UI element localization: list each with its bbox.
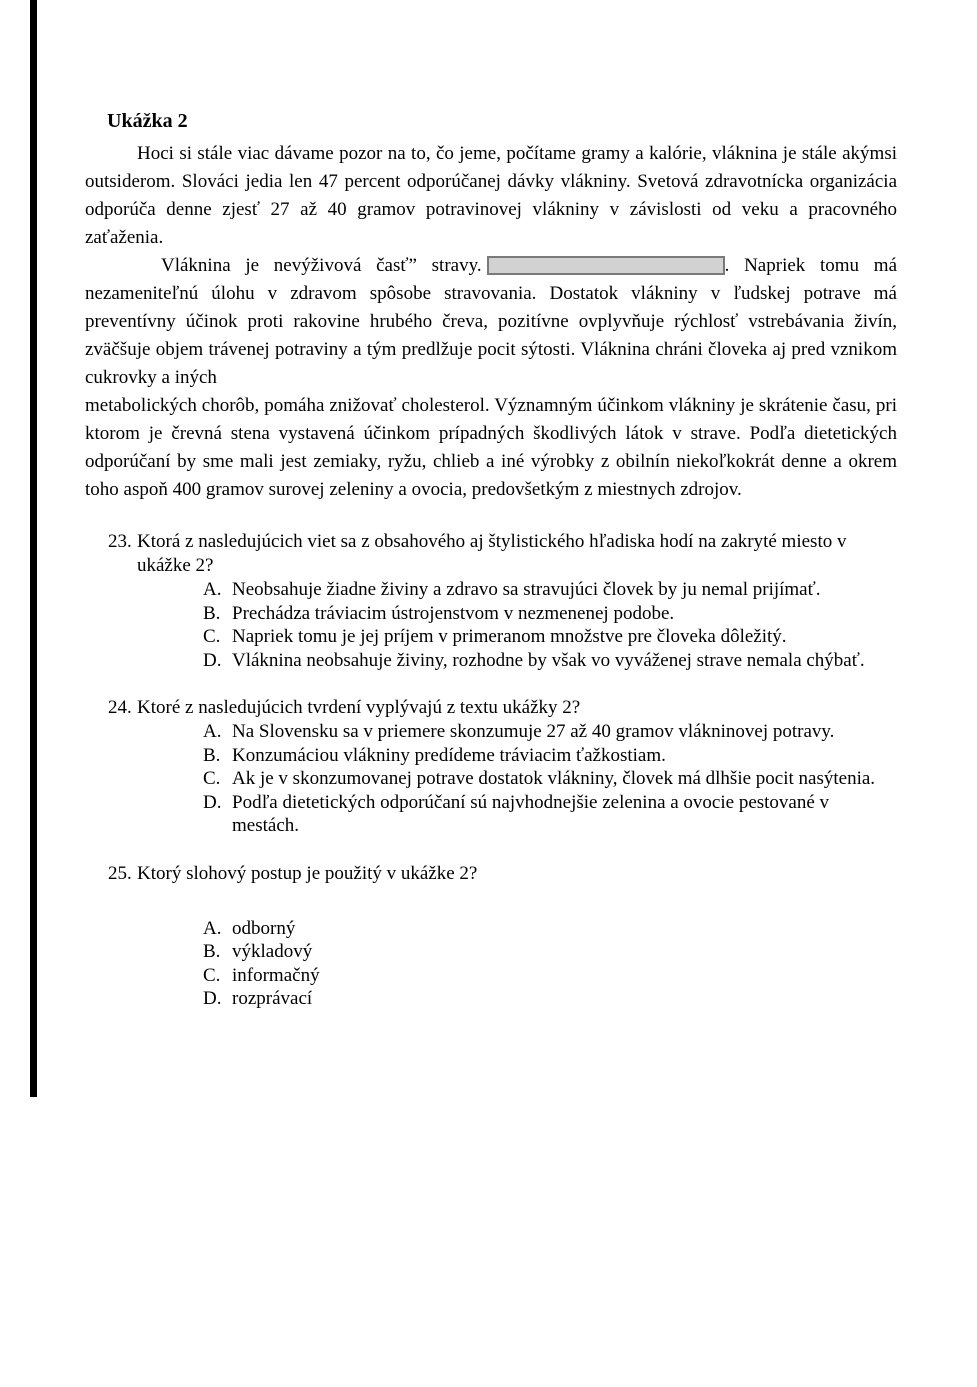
option-label: B. — [203, 602, 221, 624]
option-row — [203, 964, 897, 988]
excerpt-paragraph-3: metabolických chorôb, pomáha znižovať cholesterol. Významným účinkom vlákniny je skrátenie času, pri ktorom je črevná stena vystavená účinkom prípadných škodlivých látok v strave. Podľa dietetických odporúčaní by sme mali jest zemiaky, ryžu, chlieb a iné výrobky z obilnín niekoľkokrát denne a okrem toho aspoň 400 gramov surovej zeleniny a ovocia, predovšetkým z miestnych zdrojov. — [85, 395, 897, 500]
excerpt-title: Ukážka 2 — [107, 110, 188, 132]
option-row — [203, 649, 897, 673]
option-label: D. — [203, 791, 222, 813]
question-23-head — [85, 530, 897, 578]
question-23 — [85, 530, 897, 672]
option-label: A. — [203, 721, 222, 742]
option-row — [203, 917, 897, 941]
option-text: Konzumáciou vlákniny predídeme tráviacim ťažkostiam. — [232, 744, 666, 766]
question-number: 24. — [108, 697, 132, 718]
option-row — [203, 791, 897, 838]
page-edge-scan-line — [30, 0, 37, 1097]
option-row — [203, 578, 897, 602]
option-text: Na Slovensku sa v priemere skonzumuje 27 až 40 gramov vlákninovej potravy. — [232, 721, 835, 742]
option-label: B. — [203, 941, 221, 962]
question-25 — [85, 862, 897, 1011]
option-row — [203, 720, 897, 744]
option-label: B. — [203, 744, 221, 766]
option-text: odborný — [232, 917, 296, 939]
question-25-options — [203, 917, 897, 1011]
option-text: Prechádza tráviacim ústrojenstvom v nezmenenej podobe. — [232, 602, 675, 624]
option-label: C. — [203, 626, 221, 647]
option-text: Ak je v skonzumovanej potrave dostatok vlákniny, človek má dlhšie pocit nasýtenia. — [232, 768, 876, 789]
option-label: D. — [203, 649, 222, 671]
option-text: Vláknina neobsahuje živiny, rozhodne by však vo vyváženej strave nemala chýbať. — [232, 649, 865, 671]
question-24-head — [85, 696, 897, 720]
excerpt-paragraph-1: Hoci si stále viac dávame pozor na to, čo jeme, počítame gramy a kalórie, vláknina je stále akýmsi outsiderom. Slováci jedia len 47 percent odporúčanej dávky vlákniny. Svetová zdravotnícka organizácia odporúča denne zjesť 27 až 40 gramov potravinovej vlákniny v závislosti od veku a pracovného zaťaženia. — [85, 143, 897, 248]
option-label: D. — [203, 988, 222, 1009]
questions-section — [85, 530, 897, 1011]
option-text: rozprávací — [232, 988, 313, 1009]
option-row — [203, 987, 897, 1011]
question-24 — [85, 696, 897, 838]
option-label: C. — [203, 964, 221, 986]
option-label: A. — [203, 579, 222, 600]
option-text: Napriek tomu je jej príjem v primeranom množstve pre človeka dôležitý. — [232, 626, 787, 647]
question-24-options — [203, 720, 897, 838]
question-25-head — [85, 862, 897, 886]
option-row — [203, 602, 897, 626]
question-number: 25. — [108, 862, 132, 884]
paragraph-2-text-before-box: Vláknina je nevýživová časť” stravy. — [161, 255, 482, 276]
option-row — [203, 767, 897, 791]
option-label: A. — [203, 917, 222, 939]
question-number: 23. — [108, 531, 132, 552]
option-row — [203, 744, 897, 768]
document-content — [85, 110, 897, 1011]
question-text: Ktorý slohový postup je použitý v ukážke 2? — [137, 862, 478, 884]
question-text: Ktoré z nasledujúcich tvrdení vyplývajú z textu ukážky 2? — [137, 697, 581, 718]
option-text: informačný — [232, 964, 320, 986]
option-text: Neobsahuje žiadne živiny a zdravo sa stravujúci človek by ju nemal prijímať. — [232, 579, 821, 600]
option-text: Podľa dietetických odporúčaní sú najvhodnejšie zelenina a ovocie pestované v mestách. — [232, 791, 830, 836]
excerpt-paragraph-2 — [85, 252, 897, 392]
question-text: Ktorá z nasledujúcich viet sa z obsahového aj štylistického hľadiska hodí na zakryté miesto v ukážke 2? — [137, 531, 847, 576]
option-row — [203, 625, 897, 649]
question-23-options — [203, 578, 897, 672]
option-text: výkladový — [232, 941, 313, 962]
covered-blank-box — [487, 256, 725, 275]
paragraph-2-text-after-box: . Napriek tomu má nezameniteľnú úlohu v zdravom spôsobe stravovania. Dostatok vlákniny v ľudskej potrave má preventívny účinok proti rakovine hrubého čreva, pozitívne ovplyvňuje rýchlosť vstrebávania živín, zväčšuje objem trávenej potraviny a tým predlžuje pocit sýtosti. Vláknina chráni človeka aj pred vznikom cukrovky a iných — [85, 255, 897, 388]
option-row — [203, 940, 897, 964]
option-label: C. — [203, 768, 221, 789]
